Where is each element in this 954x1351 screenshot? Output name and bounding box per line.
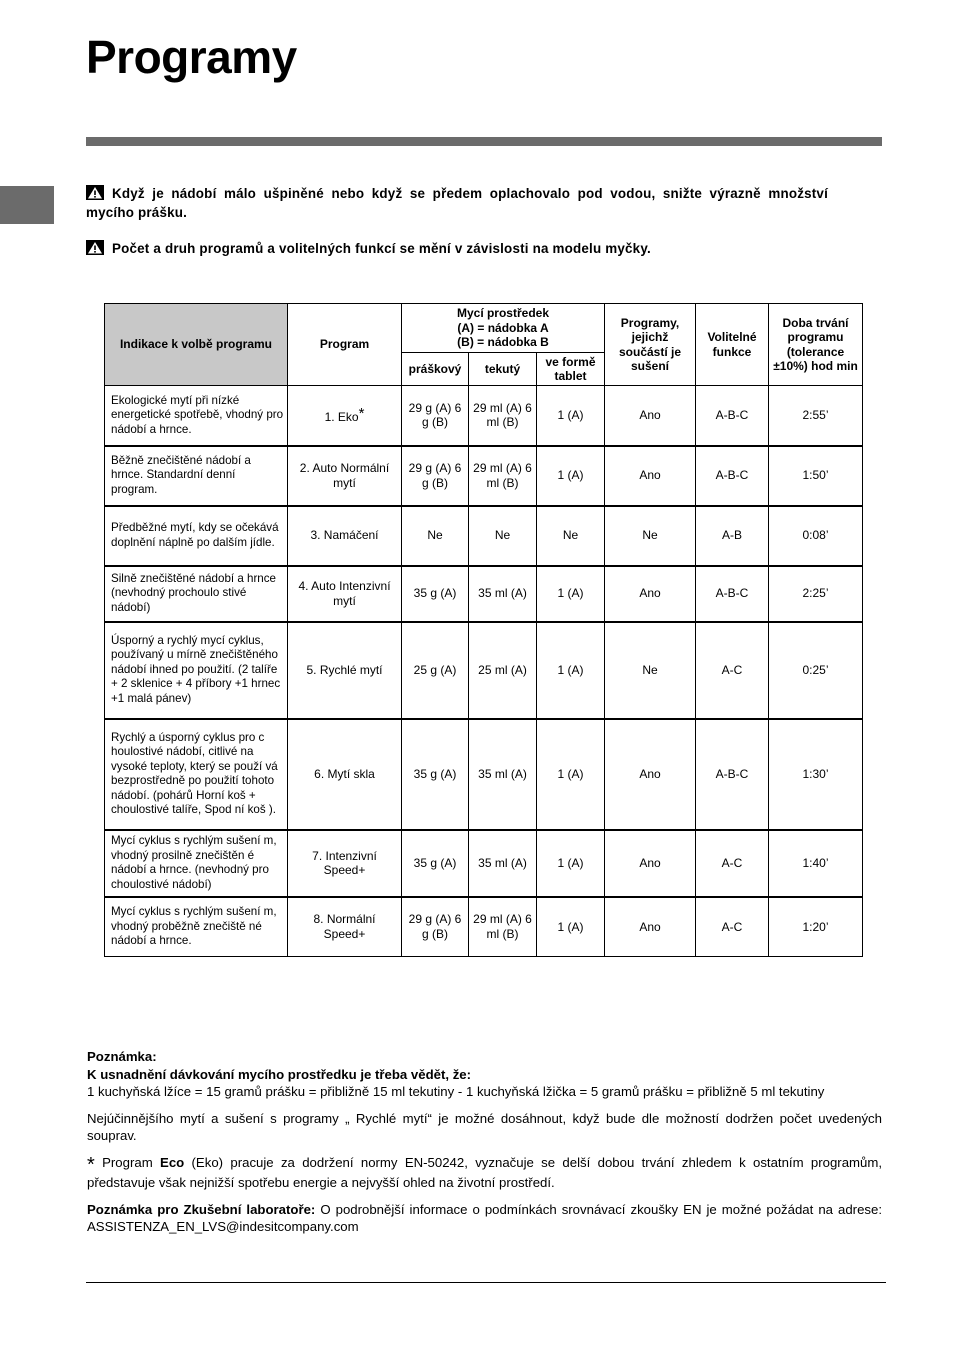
cell-tablet: 1 (A) [537,622,605,719]
cell-drying: Ano [605,830,696,897]
cell-liquid: Ne [469,506,537,566]
header-drying: Programy, jejichž součástí je sušení [605,304,696,386]
cell-liquid: 35 ml (A) [469,719,537,830]
program-name: 3. Namáčení [310,528,379,543]
cell-options: A-C [696,830,769,897]
program-name: 2. Auto Normální mytí [299,461,390,490]
warning-note-1 [86,184,828,222]
cell-drying: Ano [605,719,696,830]
cell-tablet: 1 (A) [537,566,605,622]
cell-powder: 25 g (A) [402,622,469,719]
cell-tablet: 1 (A) [537,719,605,830]
table-row [105,386,863,446]
cell-liquid: 29 ml (A) 6 ml (B) [469,446,537,506]
cell-drying: Ne [605,506,696,566]
warning-icon [86,185,104,200]
header-detergent [402,304,605,353]
cell-powder: 29 g (A) 6 g (B) [402,897,469,957]
cell-program [288,386,402,446]
cell-program [288,830,402,897]
header-liquid: tekutý [469,353,537,386]
cell-powder: 35 g (A) [402,566,469,622]
lab-bold: Poznámka pro Zkušební laboratoře: [87,1201,316,1217]
cell-description: Silně znečištěné nádobí a hrnce (nevhodný prochoulo stivé nádobí) [105,566,288,622]
warning-text-1: Když je nádobí málo ušpiněné nebo když se předem oplachovalo pod vodou, snižte výrazně množství mycího prášku. [86,186,828,220]
cell-tablet: Ne [537,506,605,566]
cell-options: A-B-C [696,386,769,446]
cell-duration: 1:20’ [769,897,863,957]
cell-description: Mycí cyklus s rychlým sušení m, vhodný prosilně znečištěn é nádobí a hrnce. (nevhodný pro choulostivé nádobí) [105,830,288,897]
cell-powder: 29 g (A) 6 g (B) [402,386,469,446]
cell-options: A-B-C [696,446,769,506]
cell-liquid: 29 ml (A) 6 ml (B) [469,897,537,957]
program-name: 5. Rychlé mytí [306,662,383,677]
table-row [105,622,863,719]
notes-dosage: 1 kuchyňská lžíce = 15 gramů prášku = přibližně 15 ml tekutiny - 1 kuchyňská lžička = 5 gramů prášku = přibližně 5 ml tekutiny [87,1084,825,1099]
eco-prefix: Program [94,1154,161,1170]
cell-duration: 2:55’ [769,386,863,446]
cell-drying: Ano [605,446,696,506]
cell-description: Předběžné mytí, kdy se očekává doplnění náplně po dalším jídle. [105,506,288,566]
notes-section [87,1048,882,1236]
cell-duration: 1:30’ [769,719,863,830]
program-name: 4. Auto Intenzivní mytí [298,579,391,608]
cell-program [288,446,402,506]
warning-text-2: Počet a druh programů a volitelných funkcí se mění v závislosti na modelu myčky. [112,241,651,256]
notes-subheading: K usnadnění dávkování mycího prostředku je třeba vědět, že: [87,1066,472,1082]
table-row [105,897,863,957]
cell-program [288,506,402,566]
header-divider-bar [86,137,882,146]
program-asterisk: * [358,404,365,422]
cell-duration: 1:40’ [769,830,863,897]
program-name: 1. Eko [324,409,359,424]
cell-drying: Ne [605,622,696,719]
cell-liquid: 25 ml (A) [469,622,537,719]
cell-duration: 1:50’ [769,446,863,506]
cell-liquid: 35 ml (A) [469,830,537,897]
header-powder: práškový [402,353,469,386]
cell-program [288,622,402,719]
cell-duration: 2:25’ [769,566,863,622]
eco-asterisk: * [87,1153,95,1176]
cell-powder: 35 g (A) [402,830,469,897]
cell-program [288,719,402,830]
notes-eco [87,1154,882,1192]
cell-options: A-B-C [696,719,769,830]
lab-text: O podrobnější informace o podmínkách srovnávací zkoušky EN je možné požádat na adrese: ASSISTENZA_EN_LVS@indesitcompany.com [87,1201,882,1234]
side-tab-marker [0,186,54,224]
cell-options: A-C [696,897,769,957]
header-indication: Indikace k volbě programu [105,304,288,386]
cell-drying: Ano [605,897,696,957]
cell-program [288,897,402,957]
cell-liquid: 35 ml (A) [469,566,537,622]
eco-bold: Eco [160,1154,185,1170]
cell-options: A-B [696,506,769,566]
cell-program [288,566,402,622]
program-name: 7. Intenzivní Speed+ [312,848,377,877]
warning-icon [86,240,104,255]
cell-tablet: 1 (A) [537,446,605,506]
table-row [105,719,863,830]
program-name: 8. Normální Speed+ [313,912,376,941]
eco-text: (Eko) pracuje za dodržení normy EN-50242, vyznačuje se delší dobou trvání zhledem k ostatním programům, představuje však nejnižší spotřebu energie a nejvyšší ohled na životní prostředí. [87,1154,882,1190]
warning-note-2 [86,239,828,258]
cell-description: Ekologické mytí při nízké energetické spotřebě, vhodný pro nádobí a hrnce. [105,386,288,446]
header-tablet: ve formě tablet [537,353,605,386]
table-row [105,446,863,506]
cell-options: A-C [696,622,769,719]
header-duration: Doba trvání programu (tolerance ±10%) hod min [769,304,863,386]
cell-duration: 0:08’ [769,506,863,566]
table-row [105,506,863,566]
cell-drying: Ano [605,386,696,446]
header-detergent-a: (A) = nádobka A [457,320,549,335]
footer-divider [86,1282,886,1283]
cell-tablet: 1 (A) [537,830,605,897]
page-title: Programy [86,31,297,83]
cell-powder: 29 g (A) 6 g (B) [402,446,469,506]
cell-description: Úsporný a rychlý mycí cyklus, používaný u mírně znečištěného nádobí ihned po použití. (2 talíře + 2 sklenice + 4 příbory +1 hrnec +1 malá pánev) [105,622,288,719]
header-detergent-title: Mycí prostředek [456,306,550,321]
notes-heading: Poznámka: [87,1049,157,1064]
header-options: Volitelné funkce [696,304,769,386]
program-name: 6. Mytí skla [314,766,375,781]
cell-powder: Ne [402,506,469,566]
cell-description: Rychlý a úsporný cyklus pro c houlostivé nádobí, citlivé na vysoké teploty, který se použí vá bezprostředně po použití tohoto nádobí. (pohárů Horní koš + choulostivé talíře, Spod ní koš ). [105,719,288,830]
cell-tablet: 1 (A) [537,386,605,446]
cell-drying: Ano [605,566,696,622]
header-program: Program [288,304,402,386]
programs-table [104,303,863,957]
cell-tablet: 1 (A) [537,897,605,957]
notes-quick-wash: Nejúčinnějšího mytí a sušení s programy „ Rychlé mytí“ je možné dosáhnout, když bude dle možností dodržen počet uvedených souprav. [87,1110,882,1143]
cell-liquid: 29 ml (A) 6 ml (B) [469,386,537,446]
cell-description: Běžně znečištěné nádobí a hrnce. Standardní denní program. [105,446,288,506]
table-row [105,566,863,622]
table-row [105,830,863,897]
header-detergent-b: (B) = nádobka B [457,335,549,350]
notes-lab [87,1201,882,1236]
cell-powder: 35 g (A) [402,719,469,830]
cell-duration: 0:25’ [769,622,863,719]
cell-description: Mycí cyklus s rychlým sušení m, vhodný proběžně znečiště né nádobí a hrnce. [105,897,288,957]
cell-options: A-B-C [696,566,769,622]
